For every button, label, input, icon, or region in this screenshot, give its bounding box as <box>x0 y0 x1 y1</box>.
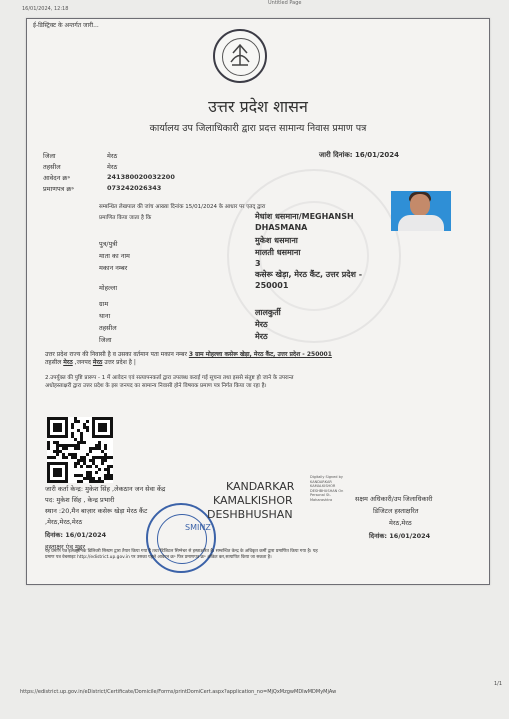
print-timestamp: 16/01/2024, 12:18 <box>22 6 69 12</box>
signer-name-line1: KANDARKAR <box>226 480 295 493</box>
disclaimer <box>45 549 485 561</box>
paragraph-2 <box>45 374 485 390</box>
mohalla-value-line2: 250001 <box>255 281 289 290</box>
digitally-signed-label: डिजिटल हस्ताक्षरित <box>373 507 419 515</box>
footer-url: https://edistrict.up.gov.in/eDistrict/Certificate/Domicile/Forms/printDomiCert.aspx?application_no=MjQxMzgwMDIwMDMyMjAw <box>20 689 337 695</box>
father-value: मुकेश धसमाना <box>255 236 298 245</box>
disclaimer-line2: प्रमाण पत्र वेबसाइट http://edistrict.up.gov.in पर उसका पहले आवेदन क्र॰ फिर प्रमाणपत्र क्र॰ अंकित कर,सत्यापित किया जा सकता है। <box>45 555 272 560</box>
applicant-name-line2: DHASMANA <box>255 223 308 232</box>
issue-date: जारी दिनांक: 16/01/2024 <box>319 151 400 159</box>
issuer-right-date: दिनांक: 16/01/2024 <box>369 532 431 540</box>
house-label: मकान नम्बर <box>99 264 128 272</box>
meta-tehsil-label: तहसील <box>43 163 61 171</box>
applicant-photo <box>391 191 451 231</box>
meta-application-label: आवेदन क्र॰ <box>43 174 71 182</box>
para1-end: उत्तर प्रदेश है | <box>104 359 136 366</box>
stamp-text: SMINZ <box>185 523 211 532</box>
meta-district-value: मेरठ <box>107 152 118 160</box>
meta-certificate-value: 073242026343 <box>107 184 162 192</box>
paragraph-1 <box>45 351 475 367</box>
verify-text-2: प्रमाणित किया जाता है कि <box>99 215 152 221</box>
mohalla-label: मोहल्ला <box>99 284 118 292</box>
issuer-post: पद: मुकेश सिंह , केन्द्र प्रभारी <box>45 496 115 504</box>
para1-mid: ,जनपद <box>74 359 91 366</box>
officer-location: मेरठ,मेरठ <box>389 519 412 527</box>
watermark-seal <box>227 169 401 343</box>
certificate-title: उत्तर प्रदेश शासन <box>208 97 308 116</box>
district-label: जिला <box>99 336 112 344</box>
para1-address: 3 ग्राम मोहल्ला कसेरू खेड़ा, मेरठ कैंट, उत्तर प्रदेश - 250001 <box>188 351 332 358</box>
certificate-subtitle: कार्यालय उप जिलाधिकारी द्वारा प्रदत्त सामान्य निवास प्रमाण पत्र <box>149 123 367 134</box>
para2-line1: 2.उपर्युक्त की पुष्टि प्रारूप - 1 में आवेदन एवं सत्यापनकर्ता द्वारा उपलब्ध कराई गई सूचना तथा इससे संतुष्ट हो जाने के उपरान्त <box>45 375 294 381</box>
meta-application-value: 241380020032200 <box>107 173 175 181</box>
para1-start: उत्तर प्रदेश राज्य की निवासी है व उसका वर्तमान पता मकान नम्बर <box>45 351 187 358</box>
signer-name-line2: KAMALKISHOR <box>213 494 293 507</box>
qr-code <box>47 417 113 483</box>
thana-value: लालकुर्ती <box>255 308 281 317</box>
top-note: ई-डिस्ट्रिक्ट के अन्तर्गत जारी... <box>33 22 99 29</box>
tehsil-value: मेरठ <box>255 320 268 329</box>
father-label: पुत्र/पुत्री <box>99 240 118 248</box>
house-value: 3 <box>255 259 261 268</box>
meta-district-label: जिला <box>43 152 56 160</box>
signature-seal-label: हस्ताक्षर एंव मुहर <box>45 543 86 551</box>
issuer-center: जारी कर्ता केन्द्र: मुकेश सिंह ,लेकठान जन सेवा केंद्र <box>45 485 166 493</box>
village-label: ग्राम <box>99 300 109 308</box>
meta-certificate-label: प्रमाणपत्र क्र॰ <box>43 185 75 193</box>
footer-page-number: 1/1 <box>494 681 503 687</box>
tehsil-label: तहसील <box>99 324 117 332</box>
issuer-place: स्थान :20,मैन बाज़ार कसेरू खेड़ा मेरठ कैंट <box>45 507 148 515</box>
certificate-sheet <box>26 18 490 585</box>
verify-text-1: सम्बन्धित लेखपाल की जांच आख्या दिनांक 15/01/2024 के आधार पर एतद् द्वारा <box>99 204 266 210</box>
meta-tehsil-value: मेरठ <box>107 163 118 171</box>
signer-name-line3: DESHBHUSHAN <box>207 508 293 521</box>
para1-tehsil: मेरठ <box>63 359 73 366</box>
district-value: मेरठ <box>255 332 268 341</box>
disclaimer-line1: यह प्रमाण पत्र इलेक्ट्रॉनिक डिलिवरी सिस्टम द्वारा तैयार किया गया है तथा डिजिटल सिग्नेचर से हस्ताक्षरित है। सम्बन्धित केन्द्र के अधिकृत कर्मी द्वारा प्रमाणित किया गया है। यह <box>45 549 318 554</box>
thana-label: थाना <box>99 312 111 320</box>
digital-signature-info: Digitally Signed by KANDARKAR KAMALKISHOR DESHBHUSHAN On Personal St-Maharashtra <box>310 475 344 502</box>
browser-title: Untitled Page <box>268 0 302 6</box>
mother-label: माता का नाम <box>99 252 130 260</box>
para2-line2: अधोहस्ताक्षरी द्वारा उत्तर प्रदेश के इस जनपद का सामान्य निवासी होने विषयक प्रमाण पत्र निर्गत किया जा रहा है। <box>45 383 267 389</box>
competent-officer: सक्षम अधिकारी/उप जिलाधिकारी <box>355 495 433 503</box>
mother-value: मालती धसमाना <box>255 248 301 257</box>
applicant-name-line1: मेधांश धसमाना/MEGHANSH <box>255 212 354 221</box>
para1-tehsil-word: तहसील <box>45 359 62 366</box>
mohalla-value-line1: कसेरू खेड़ा, मेरठ कैंट, उत्तर प्रदेश - <box>255 270 363 279</box>
para1-district: मेरठ <box>92 359 103 366</box>
official-stamp <box>146 503 216 573</box>
up-government-emblem-icon <box>213 29 267 83</box>
issuer-left-date: दिनांक: 16/01/2024 <box>45 531 107 539</box>
issuer-place-2: ,मेरठ,मेरठ,मेरठ <box>45 518 83 526</box>
